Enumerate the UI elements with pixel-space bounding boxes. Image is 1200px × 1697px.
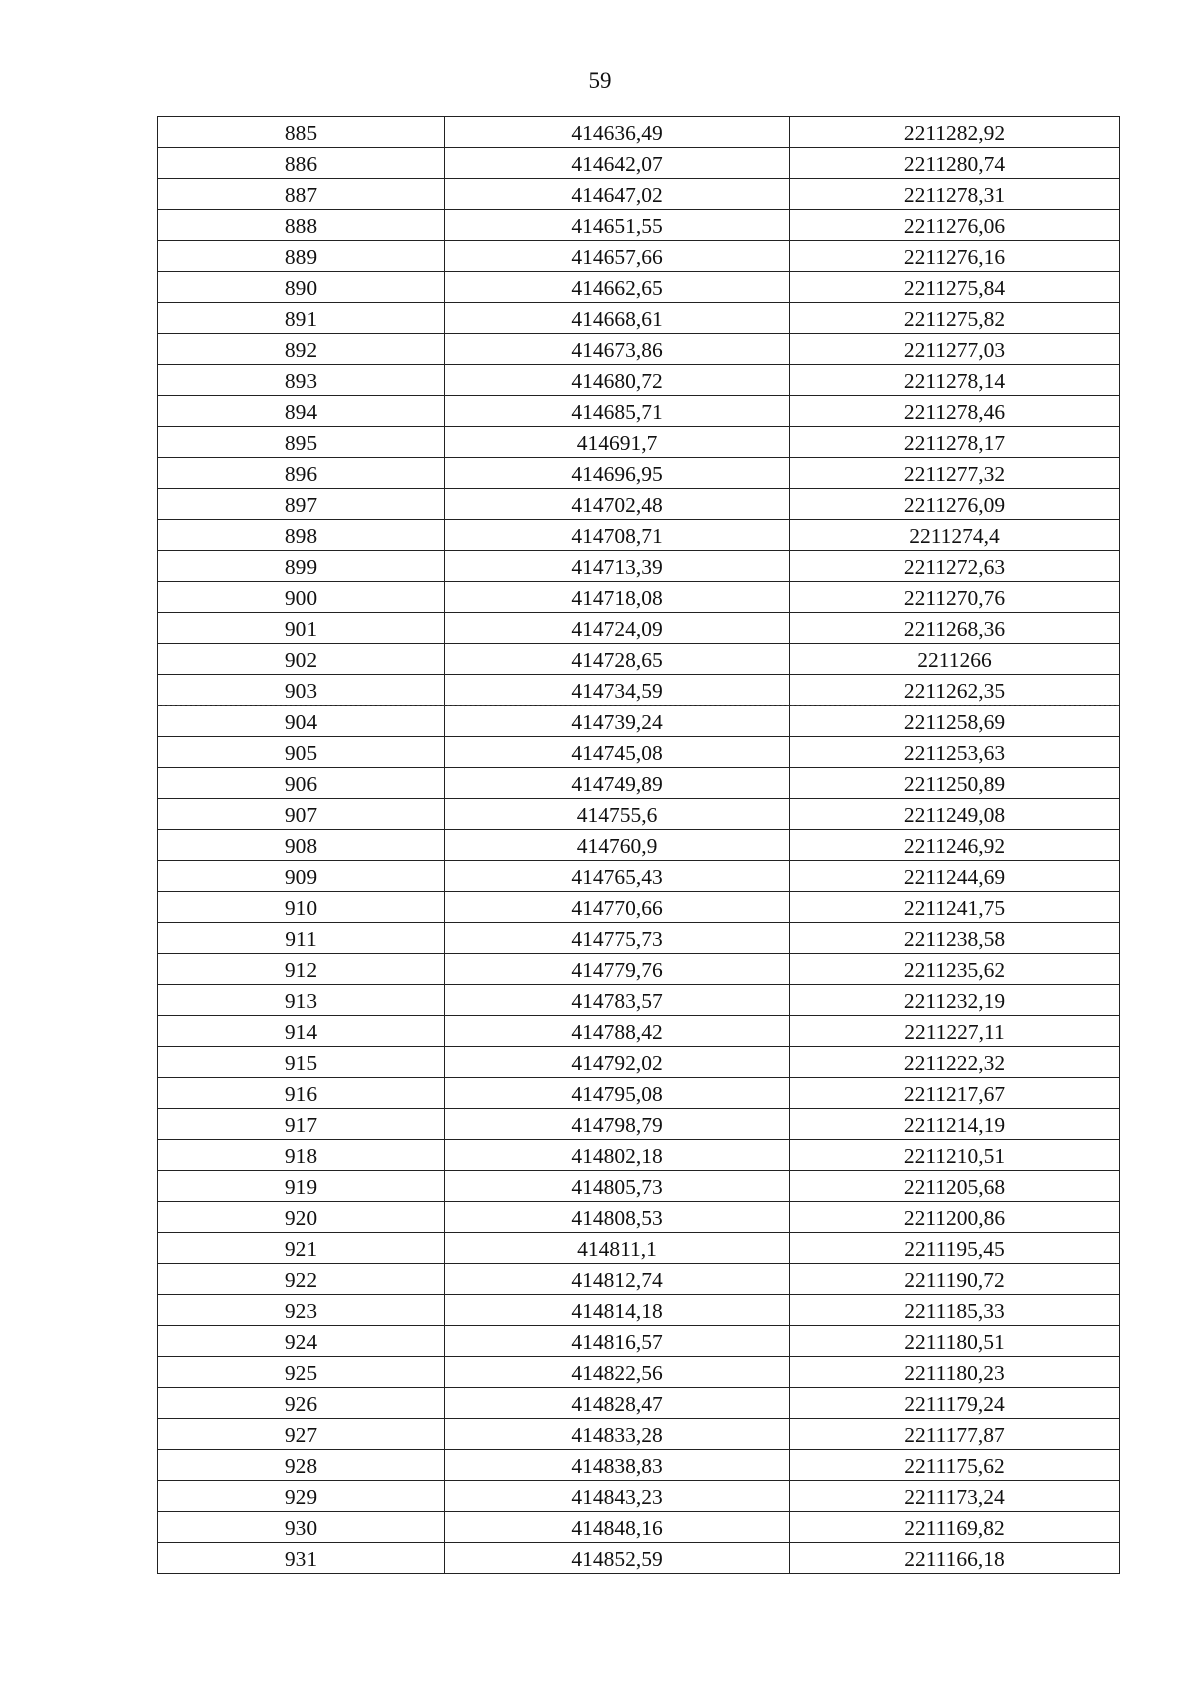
x-coordinate-cell: 414812,74: [445, 1264, 790, 1295]
y-coordinate-cell: 2211262,35: [790, 675, 1120, 706]
point-number-cell: 901: [158, 613, 445, 644]
point-number-cell: 928: [158, 1450, 445, 1481]
table-row: [158, 1450, 1120, 1481]
y-coordinate-cell: 2211217,67: [790, 1078, 1120, 1109]
x-coordinate-cell: 414673,86: [445, 334, 790, 365]
y-coordinate-cell: 2211258,69: [790, 706, 1120, 737]
y-coordinate-cell: 2211275,82: [790, 303, 1120, 334]
x-coordinate-cell: 414755,6: [445, 799, 790, 830]
table-row: [158, 117, 1120, 148]
point-number-cell: 917: [158, 1109, 445, 1140]
point-number-cell: 890: [158, 272, 445, 303]
table-row: [158, 954, 1120, 985]
table-row: [158, 706, 1120, 737]
table-row: [158, 1078, 1120, 1109]
y-coordinate-cell: 2211235,62: [790, 954, 1120, 985]
y-coordinate-cell: 2211278,17: [790, 427, 1120, 458]
x-coordinate-cell: 414647,02: [445, 179, 790, 210]
x-coordinate-cell: 414668,61: [445, 303, 790, 334]
point-number-cell: 903: [158, 675, 445, 706]
x-coordinate-cell: 414852,59: [445, 1543, 790, 1574]
point-number-cell: 891: [158, 303, 445, 334]
y-coordinate-cell: 2211274,4: [790, 520, 1120, 551]
point-number-cell: 886: [158, 148, 445, 179]
point-number-cell: 927: [158, 1419, 445, 1450]
x-coordinate-cell: 414848,16: [445, 1512, 790, 1543]
point-number-cell: 896: [158, 458, 445, 489]
x-coordinate-cell: 414724,09: [445, 613, 790, 644]
table-row: [158, 1202, 1120, 1233]
point-number-cell: 914: [158, 1016, 445, 1047]
table-row: [158, 675, 1120, 706]
point-number-cell: 900: [158, 582, 445, 613]
x-coordinate-cell: 414718,08: [445, 582, 790, 613]
point-number-cell: 898: [158, 520, 445, 551]
x-coordinate-cell: 414798,79: [445, 1109, 790, 1140]
x-coordinate-cell: 414792,02: [445, 1047, 790, 1078]
y-coordinate-cell: 2211270,76: [790, 582, 1120, 613]
y-coordinate-cell: 2211238,58: [790, 923, 1120, 954]
table-row: [158, 799, 1120, 830]
table-row: [158, 737, 1120, 768]
point-number-cell: 887: [158, 179, 445, 210]
table-row: [158, 148, 1120, 179]
x-coordinate-cell: 414779,76: [445, 954, 790, 985]
y-coordinate-cell: 2211175,62: [790, 1450, 1120, 1481]
x-coordinate-cell: 414713,39: [445, 551, 790, 582]
point-number-cell: 913: [158, 985, 445, 1016]
table-row: [158, 365, 1120, 396]
point-number-cell: 904: [158, 706, 445, 737]
y-coordinate-cell: 2211268,36: [790, 613, 1120, 644]
x-coordinate-cell: 414657,66: [445, 241, 790, 272]
table-row: [158, 1543, 1120, 1574]
point-number-cell: 905: [158, 737, 445, 768]
table-row: [158, 1109, 1120, 1140]
point-number-cell: 916: [158, 1078, 445, 1109]
point-number-cell: 930: [158, 1512, 445, 1543]
y-coordinate-cell: 2211169,82: [790, 1512, 1120, 1543]
point-number-cell: 894: [158, 396, 445, 427]
y-coordinate-cell: 2211222,32: [790, 1047, 1120, 1078]
point-number-cell: 892: [158, 334, 445, 365]
table-row: [158, 1140, 1120, 1171]
table-row: [158, 1512, 1120, 1543]
table-row: [158, 923, 1120, 954]
x-coordinate-cell: 414636,49: [445, 117, 790, 148]
table-row: [158, 892, 1120, 923]
y-coordinate-cell: 2211277,32: [790, 458, 1120, 489]
point-number-cell: 899: [158, 551, 445, 582]
table-row: [158, 1016, 1120, 1047]
table-row: [158, 1388, 1120, 1419]
y-coordinate-cell: 2211214,19: [790, 1109, 1120, 1140]
point-number-cell: 919: [158, 1171, 445, 1202]
y-coordinate-cell: 2211277,03: [790, 334, 1120, 365]
table-row: [158, 861, 1120, 892]
y-coordinate-cell: 2211173,24: [790, 1481, 1120, 1512]
y-coordinate-cell: 2211275,84: [790, 272, 1120, 303]
table-row: [158, 520, 1120, 551]
point-number-cell: 915: [158, 1047, 445, 1078]
y-coordinate-cell: 2211232,19: [790, 985, 1120, 1016]
table-row: [158, 1171, 1120, 1202]
table-row: [158, 1047, 1120, 1078]
point-number-cell: 906: [158, 768, 445, 799]
x-coordinate-cell: 414691,7: [445, 427, 790, 458]
point-number-cell: 907: [158, 799, 445, 830]
point-number-cell: 926: [158, 1388, 445, 1419]
y-coordinate-cell: 2211177,87: [790, 1419, 1120, 1450]
x-coordinate-cell: 414828,47: [445, 1388, 790, 1419]
x-coordinate-cell: 414783,57: [445, 985, 790, 1016]
point-number-cell: 888: [158, 210, 445, 241]
x-coordinate-cell: 414728,65: [445, 644, 790, 675]
y-coordinate-cell: 2211266: [790, 644, 1120, 675]
y-coordinate-cell: 2211179,24: [790, 1388, 1120, 1419]
y-coordinate-cell: 2211195,45: [790, 1233, 1120, 1264]
point-number-cell: 908: [158, 830, 445, 861]
y-coordinate-cell: 2211250,89: [790, 768, 1120, 799]
point-number-cell: 924: [158, 1326, 445, 1357]
table-row: [158, 582, 1120, 613]
table-row: [158, 644, 1120, 675]
table-row: [158, 272, 1120, 303]
point-number-cell: 923: [158, 1295, 445, 1326]
x-coordinate-cell: 414765,43: [445, 861, 790, 892]
y-coordinate-cell: 2211276,06: [790, 210, 1120, 241]
y-coordinate-cell: 2211241,75: [790, 892, 1120, 923]
table-row: [158, 1295, 1120, 1326]
point-number-cell: 885: [158, 117, 445, 148]
table-row: [158, 1419, 1120, 1450]
x-coordinate-cell: 414816,57: [445, 1326, 790, 1357]
y-coordinate-cell: 2211280,74: [790, 148, 1120, 179]
x-coordinate-cell: 414811,1: [445, 1233, 790, 1264]
point-number-cell: 920: [158, 1202, 445, 1233]
y-coordinate-cell: 2211246,92: [790, 830, 1120, 861]
x-coordinate-cell: 414775,73: [445, 923, 790, 954]
table-row: [158, 985, 1120, 1016]
y-coordinate-cell: 2211249,08: [790, 799, 1120, 830]
y-coordinate-cell: 2211180,51: [790, 1326, 1120, 1357]
y-coordinate-cell: 2211272,63: [790, 551, 1120, 582]
y-coordinate-cell: 2211185,33: [790, 1295, 1120, 1326]
x-coordinate-cell: 414795,08: [445, 1078, 790, 1109]
table-row: [158, 1326, 1120, 1357]
x-coordinate-cell: 414770,66: [445, 892, 790, 923]
coordinates-table: [157, 116, 1120, 1574]
point-number-cell: 931: [158, 1543, 445, 1574]
table-row: [158, 179, 1120, 210]
x-coordinate-cell: 414745,08: [445, 737, 790, 768]
y-coordinate-cell: 2211210,51: [790, 1140, 1120, 1171]
y-coordinate-cell: 2211278,14: [790, 365, 1120, 396]
y-coordinate-cell: 2211190,72: [790, 1264, 1120, 1295]
x-coordinate-cell: 414708,71: [445, 520, 790, 551]
x-coordinate-cell: 414805,73: [445, 1171, 790, 1202]
point-number-cell: 902: [158, 644, 445, 675]
x-coordinate-cell: 414680,72: [445, 365, 790, 396]
point-number-cell: 910: [158, 892, 445, 923]
x-coordinate-cell: 414662,65: [445, 272, 790, 303]
x-coordinate-cell: 414642,07: [445, 148, 790, 179]
point-number-cell: 929: [158, 1481, 445, 1512]
y-coordinate-cell: 2211205,68: [790, 1171, 1120, 1202]
y-coordinate-cell: 2211253,63: [790, 737, 1120, 768]
x-coordinate-cell: 414749,89: [445, 768, 790, 799]
table-row: [158, 458, 1120, 489]
table-row: [158, 768, 1120, 799]
point-number-cell: 922: [158, 1264, 445, 1295]
point-number-cell: 893: [158, 365, 445, 396]
x-coordinate-cell: 414788,42: [445, 1016, 790, 1047]
x-coordinate-cell: 414696,95: [445, 458, 790, 489]
table-row: [158, 210, 1120, 241]
x-coordinate-cell: 414808,53: [445, 1202, 790, 1233]
x-coordinate-cell: 414838,83: [445, 1450, 790, 1481]
table-row: [158, 830, 1120, 861]
table-row: [158, 303, 1120, 334]
table-row: [158, 396, 1120, 427]
page-number: 59: [588, 68, 612, 93]
y-coordinate-cell: 2211180,23: [790, 1357, 1120, 1388]
y-coordinate-cell: 2211278,31: [790, 179, 1120, 210]
point-number-cell: 897: [158, 489, 445, 520]
point-number-cell: 912: [158, 954, 445, 985]
y-coordinate-cell: 2211166,18: [790, 1543, 1120, 1574]
point-number-cell: 895: [158, 427, 445, 458]
point-number-cell: 909: [158, 861, 445, 892]
y-coordinate-cell: 2211282,92: [790, 117, 1120, 148]
table-row: [158, 1233, 1120, 1264]
table-row: [158, 1357, 1120, 1388]
point-number-cell: 925: [158, 1357, 445, 1388]
y-coordinate-cell: 2211200,86: [790, 1202, 1120, 1233]
x-coordinate-cell: 414734,59: [445, 675, 790, 706]
y-coordinate-cell: 2211276,09: [790, 489, 1120, 520]
point-number-cell: 921: [158, 1233, 445, 1264]
coordinates-table-body: [158, 117, 1120, 1574]
point-number-cell: 889: [158, 241, 445, 272]
y-coordinate-cell: 2211278,46: [790, 396, 1120, 427]
x-coordinate-cell: 414760,9: [445, 830, 790, 861]
x-coordinate-cell: 414702,48: [445, 489, 790, 520]
table-row: [158, 1481, 1120, 1512]
table-row: [158, 334, 1120, 365]
table-row: [158, 1264, 1120, 1295]
point-number-cell: 918: [158, 1140, 445, 1171]
y-coordinate-cell: 2211227,11: [790, 1016, 1120, 1047]
x-coordinate-cell: 414814,18: [445, 1295, 790, 1326]
table-row: [158, 613, 1120, 644]
y-coordinate-cell: 2211276,16: [790, 241, 1120, 272]
x-coordinate-cell: 414739,24: [445, 706, 790, 737]
table-row: [158, 427, 1120, 458]
x-coordinate-cell: 414802,18: [445, 1140, 790, 1171]
x-coordinate-cell: 414843,23: [445, 1481, 790, 1512]
x-coordinate-cell: 414822,56: [445, 1357, 790, 1388]
x-coordinate-cell: 414685,71: [445, 396, 790, 427]
y-coordinate-cell: 2211244,69: [790, 861, 1120, 892]
x-coordinate-cell: 414833,28: [445, 1419, 790, 1450]
table-row: [158, 551, 1120, 582]
point-number-cell: 911: [158, 923, 445, 954]
table-row: [158, 489, 1120, 520]
table-row: [158, 241, 1120, 272]
x-coordinate-cell: 414651,55: [445, 210, 790, 241]
